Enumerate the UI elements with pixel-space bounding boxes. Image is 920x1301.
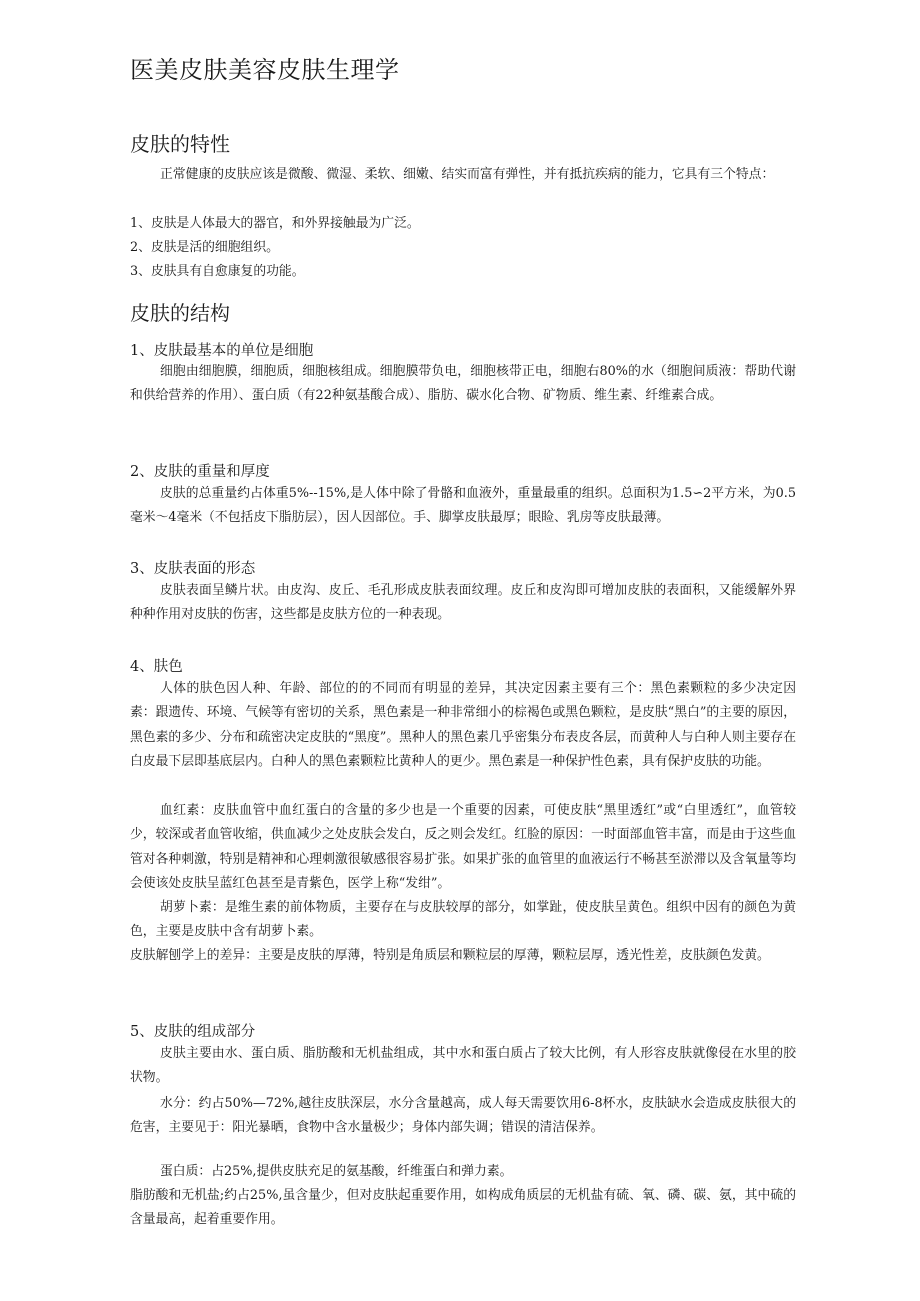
paragraph-protein: 蛋白质：占25%,提供皮肤充足的氨基酸，纤维蛋白和弹力素。 xyxy=(160,1164,513,1179)
paragraph-surface: 皮肤表面呈鳞片状。由皮沟、皮丘、毛孔形成皮肤表面纹理。皮丘和皮沟即可增加皮肤的表面积，又能缓解外界种种作用对皮肤的伤害，这些都是皮肤方位的一种表现。 xyxy=(130,583,796,623)
paragraph-melanin: 人体的肤色因人种、年龄、部位的的不同而有明显的差异，其决定因素主要有三个：黑色素颗粒的多少决定因素：跟遗传、环境、气候等有密切的关系，黑色素是一种非常细小的棕褐色或黑色颗粒，是皮肤“黑白”的主要的原因，黑色素的多少、分布和疏密决定皮肤的“黑度”。黑种人的黑色素几乎密集分布表皮各层，而黄种人与白种人则主要存在白皮最下层即基底层内。白种人的黑色素颗粒比黄种人的更少。黑色素是一种保护性色素，具有保护皮肤的功能。 xyxy=(130,681,796,770)
paragraph-weight: 皮肤的总重量约占体重5%--15%,是人体中除了骨骼和血液外，重量最重的组织。总面积为1.5∽2平方米，为0.5毫米～4毫米（不包括皮下脂肪层），因人因部位。手、脚掌皮肤最厚；眼睑、乳房等皮肤最薄。 xyxy=(130,486,796,526)
paragraph-fatty-acids: 脂肪酸和无机盐;约占25%,虽含量少，但对皮肤起重要作用，如构成角质层的无机盐有硫、氧、磷、碳、氨，其中硫的含量最高，起着重要作用。 xyxy=(130,1188,796,1228)
paragraph-carotene: 胡萝卜素：是维生素的前体物质，主要存在与皮肤较厚的部分，如掌趾，使皮肤呈黄色。组织中因有的颜色为黄色，主要是皮肤中含有胡萝卜素。 xyxy=(130,900,796,940)
paragraph-anatomy: 皮肤解刨学上的差异：主要是皮肤的厚薄，特别是角质层和颗粒层的厚薄，颗粒层厚，透光性差，皮肤颜色发黄。 xyxy=(130,948,770,963)
list-item: 1、皮肤是人体最大的器官，和外界接触最为广泛。 xyxy=(130,216,420,231)
subsection-heading-weight: 2、皮肤的重量和厚度 xyxy=(130,464,270,480)
subsection-heading-cell: 1、皮肤最基本的单位是细胞 xyxy=(130,343,314,359)
paragraph-properties-intro: 正常健康的皮肤应该是微酸、微湿、柔软、细嫩、结实而富有弹性，并有抵抗疾病的能力，它具有三个特点： xyxy=(160,167,775,182)
list-item: 3、皮肤具有自愈康复的功能。 xyxy=(130,264,305,279)
paragraph-hemoglobin: 血红素：皮肤血管中血红蛋白的含量的多少也是一个重要的因素，可使皮肤“黑里透红”或“白里透红”，血管较少，较深或者血管收缩，供血减少之处皮肤会发白，反之则会发红。红脸的原因：一时面部血管丰富，而是由于这些血管对各种刺激，特别是精神和心理刺激很敏感很容易扩张。如果扩张的血管里的血液运行不畅甚至淤滞以及含氧量等均会使该处皮肤呈蓝红色甚至是青紫色，医学上称“发绀”。 xyxy=(130,803,796,892)
document-title: 医美皮肤美容皮肤生理学 xyxy=(130,56,400,84)
paragraph-water: 水分：约占50%—72%,越往皮肤深层，水分含量越高，成人每天需要饮用6-8杯水，皮肤缺水会造成皮肤很大的危害，主要见于：阳光暴晒，食物中含水量极少；身体内部失调；错误的清洁保养。 xyxy=(130,1096,796,1136)
subsection-heading-skin-color: 4、肤色 xyxy=(130,659,183,675)
section-heading-structure: 皮肤的结构 xyxy=(130,301,230,325)
list-item: 2、皮肤是活的细胞组织。 xyxy=(130,240,279,255)
paragraph-composition: 皮肤主要由水、蛋白质、脂肪酸和无机盐组成，其中水和蛋白质占了较大比例，有人形容皮肤就像侵在水里的胶状物。 xyxy=(130,1046,796,1086)
section-heading-properties: 皮肤的特性 xyxy=(130,132,230,156)
subsection-heading-surface: 3、皮肤表面的形态 xyxy=(130,561,256,577)
paragraph-cell: 细胞由细胞膜，细胞质，细胞核组成。细胞膜带负电，细胞核带正电，细胞右80%的水（细胞间质液：帮助代谢和供给营养的作用）、蛋白质（有22种氨基酸合成）、脂肪、碳水化合物、矿物质、维生素、纤维素合成。 xyxy=(130,364,796,404)
subsection-heading-composition: 5、皮肤的组成部分 xyxy=(130,1024,256,1040)
